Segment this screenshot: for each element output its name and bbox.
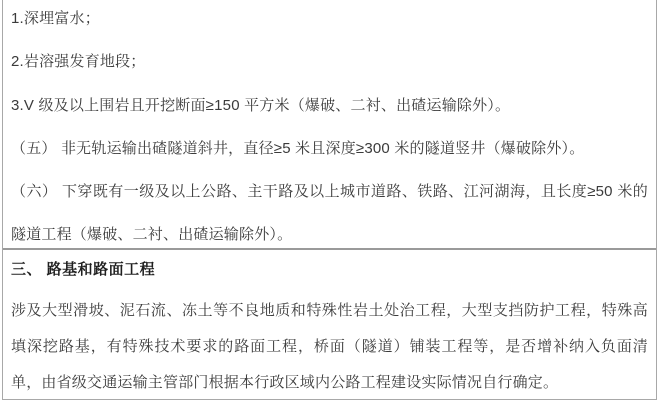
tunnel-item-karst-zone: 2.岩溶强发育地段； xyxy=(11,53,146,71)
roadbed-section-heading: 三、 路基和路面工程 xyxy=(11,261,156,278)
roadbed-pavement-cell xyxy=(3,250,656,399)
tunnel-item-surrounding-rock: 3.V 级及以上围岩且开挖断面≥150 平方米（爆破、二衬、出碴运输除外）。 xyxy=(11,96,511,114)
tunnel-item-inclined-shaft: （五） 非无轨运输出碴隧道斜井，直径≥5 米且深度≥300 米的隧道竖井（爆破除外）。 xyxy=(11,139,585,157)
roadbed-section-body: 涉及大型滑坡、泥石流、冻土等不良地质和特殊性岩土处治工程，大型支挡防护工程，特殊高填深挖路基，有特殊技术要求的路面工程，桥面（隧道）铺装工程等，是否增补纳入负面清单，由省级交通运输主管部门根据本行政区域内公路工程建设实际情况自行确定。 xyxy=(11,302,648,391)
negative-list-table xyxy=(2,0,657,400)
tunnel-works-cell xyxy=(3,0,656,250)
tunnel-item-underpass: （六） 下穿既有一级及以上公路、主干路及以上城市道路、铁路、江河湖海，且长度≥50 米的隧道工程（爆破、二衬、出碴运输除外）。 xyxy=(11,183,648,244)
tunnel-item-deep-rich-water: 1.深埋富水； xyxy=(11,10,100,27)
